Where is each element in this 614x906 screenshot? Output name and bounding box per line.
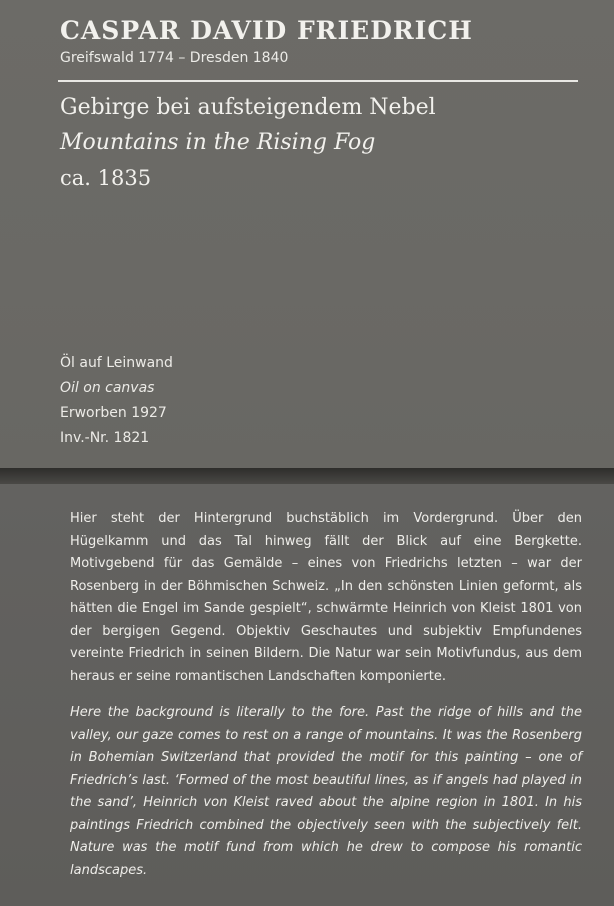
- artist-dates: Greifswald 1774 – Dresden 1840: [60, 50, 289, 66]
- title-german: Gebirge bei aufsteigendem Nebel: [60, 95, 436, 120]
- panel-gap: [0, 468, 614, 484]
- inventory-number: Inv.-Nr. 1821: [60, 430, 150, 446]
- description-german: Hier steht der Hintergrund buchstäblich im Vordergrund. Über den Hügelkamm und das Tal hinweg fällt der Blick auf eine Bergkette. Motivgebend für das Gemälde – eines von Friedrichs letzten – war der Rosenberg in der Böhmischen Schweiz. „In den schönsten Linien geformt, als hätten die Engel im Sande gespielt“, schwärmte Heinrich von Kleist 1801 von der bergigen Gegend. Objektiv Geschautes und subjektiv Empfundenes vereinte Friedrich in seinen Bildern. Die Natur war sein Motivfundus, aus dem heraus er seine romantischen Landschaften komponierte.: [70, 511, 582, 684]
- acquisition: Erworben 1927: [60, 405, 167, 421]
- divider: [58, 80, 578, 82]
- title-english: Mountains in the Rising Fog: [60, 130, 376, 155]
- description-english: Here the background is literally to the fore. Past the ridge of hills and the valley, our gaze comes to rest on a range of mountains. It was the Rosenberg in Bohemian Switzerland that provided the motif for this painting – one of Friedrich’s last. ‘Formed of the most beautiful lines, as if angels had played in the sand’, Heinrich von Kleist raved about the alpine region in 1801. In his paintings Friedrich combined the objectively seen with the subjectively felt. Nature was the motif fund from which he drew to compose his romantic landscapes.: [70, 705, 582, 878]
- artist-name: CASPAR DAVID FRIEDRICH: [60, 16, 473, 45]
- artwork-date: ca. 1835: [60, 166, 152, 190]
- medium-english: Oil on canvas: [60, 380, 155, 396]
- medium-german: Öl auf Leinwand: [60, 355, 173, 371]
